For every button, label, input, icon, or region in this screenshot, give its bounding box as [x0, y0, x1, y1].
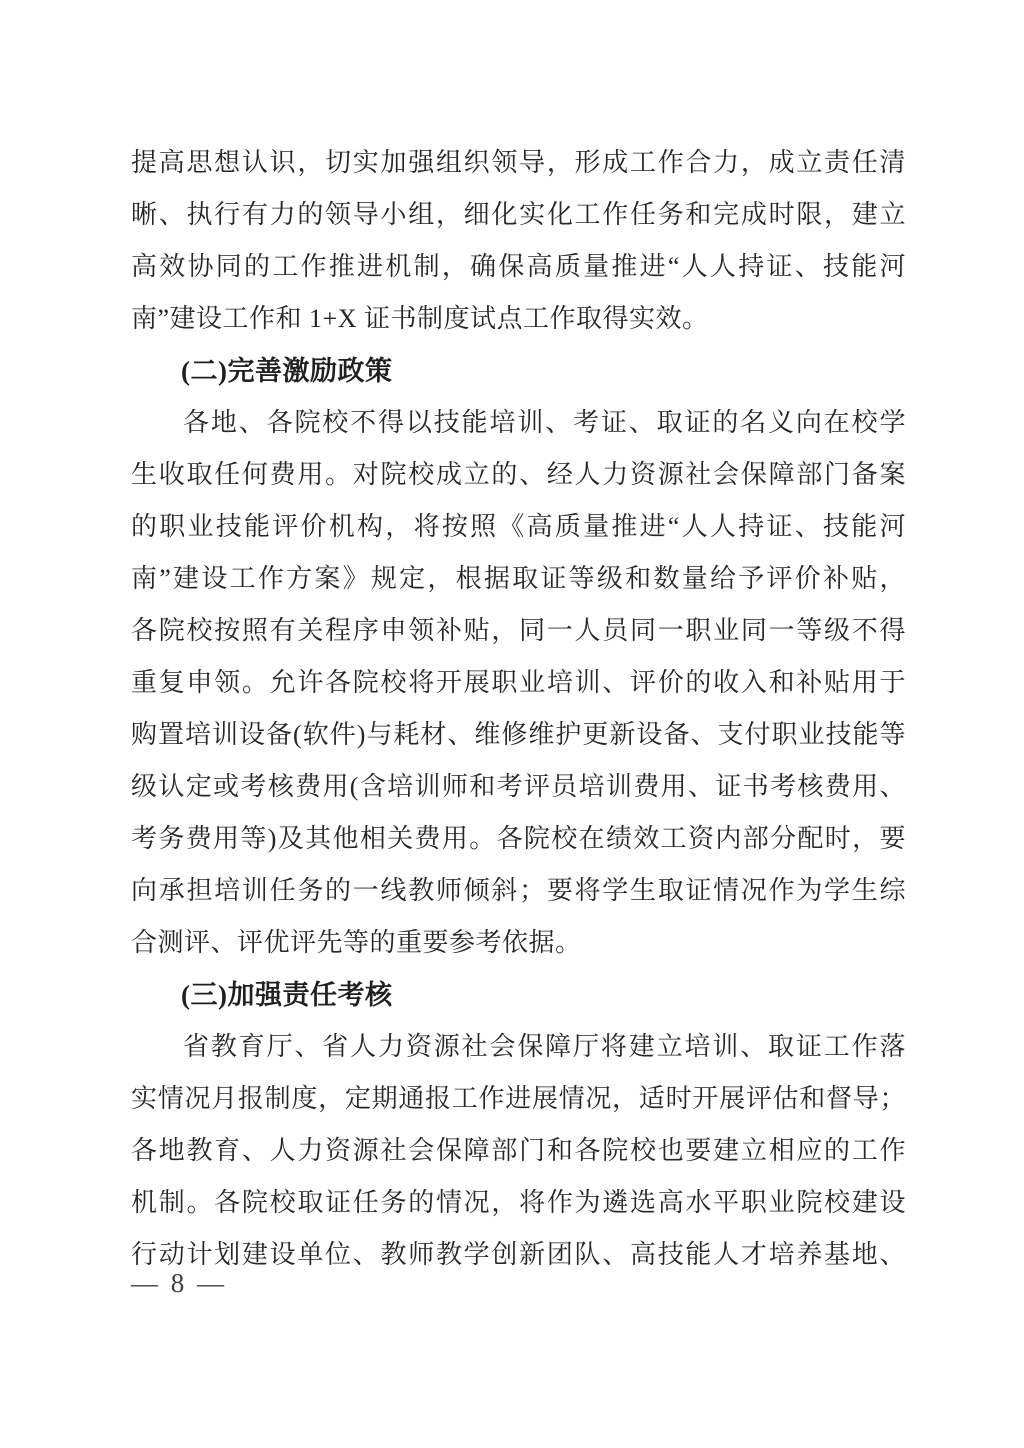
text-line: 重复申领。允许各院校将开展职业培训、评价的收入和补贴用于 — [131, 668, 906, 697]
text-line: 购置培训设备(软件)与耗材、维修维护更新设备、支付职业技能等 — [131, 720, 906, 749]
text-line: 考务费用等)及其他相关费用。各院校在绩效工资内部分配时，要 — [131, 824, 906, 853]
text-line: 行动计划建设单位、教师教学创新团队、高技能人才培养基地、 — [131, 1240, 906, 1269]
text-line: 各院校按照有关程序申领补贴，同一人员同一职业同一等级不得 — [131, 616, 906, 645]
section-heading-2: (二)完善激励政策 — [181, 356, 393, 386]
text-line: 向承担培训任务的一线教师倾斜；要将学生取证情况作为学生综 — [131, 876, 906, 905]
text-line: 各地、各院校不得以技能培训、考证、取证的名义向在校学 — [183, 408, 906, 437]
text-line: 晰、执行有力的领导小组，细化实化工作任务和完成时限，建立 — [131, 200, 906, 229]
page-number-label: — 8 — — [131, 1268, 227, 1298]
text-line: 省教育厅、省人力资源社会保障厅将建立培训、取证工作落 — [183, 1032, 906, 1061]
text-line: 级认定或考核费用(含培训师和考评员培训费用、证书考核费用、 — [131, 772, 906, 801]
text-line: 实情况月报制度，定期通报工作进展情况，适时开展评估和督导； — [131, 1084, 906, 1113]
text-line: 南”建设工作方案》规定，根据取证等级和数量给予评价补贴， — [131, 564, 906, 593]
text-line: 的职业技能评价机构，将按照《高质量推进“人人持证、技能河 — [131, 512, 906, 541]
text-line: 高效协同的工作推进机制，确保高质量推进“人人持证、技能河 — [131, 252, 906, 281]
section-heading-3: (三)加强责任考核 — [181, 980, 393, 1010]
text-line: 生收取任何费用。对院校成立的、经人力资源社会保障部门备案 — [131, 460, 906, 489]
text-line: 机制。各院校取证任务的情况，将作为遴选高水平职业院校建设 — [131, 1188, 906, 1217]
text-line: 合测评、评优评先等的重要参考依据。 — [131, 928, 582, 957]
page-body-text — [131, 137, 906, 1281]
page-footer — [131, 1263, 227, 1303]
text-line: 南”建设工作和 1+X 证书制度试点工作取得实效。 — [131, 304, 709, 333]
text-line: 提高思想认识，切实加强组织领导，形成工作合力，成立责任清 — [131, 148, 906, 177]
text-line: 各地教育、人力资源社会保障部门和各院校也要建立相应的工作 — [131, 1136, 906, 1165]
